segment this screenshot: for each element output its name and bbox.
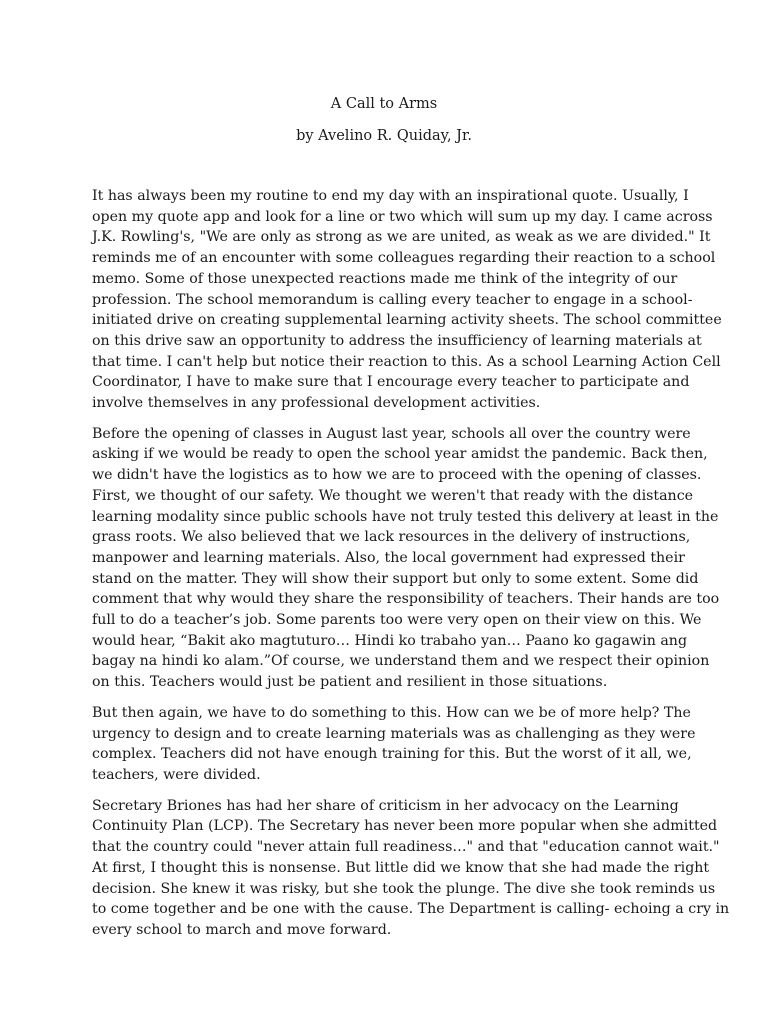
paragraph-line: stand on the matter. They will show their support but only to some extent. Some did <box>92 570 699 587</box>
paragraph-line: It has always been my routine to end my day with an inspirational quote. Usually, I <box>92 188 689 204</box>
document-title: A Call to Arms <box>330 96 438 112</box>
paragraph-line: we didn't have the logistics as to how we are to proceed with the opening of classes. <box>92 467 702 484</box>
paragraph-line: would hear, “Bakit ako magtuturo… Hindi ko trabaho yan… Paano ko gagawin ang <box>92 632 688 649</box>
paragraph-line: teachers, were divided. <box>92 766 261 783</box>
paragraph-line: to come together and be one with the cause. The Department is calling- echoing a cry in <box>92 901 730 918</box>
body-paragraph <box>92 796 730 941</box>
paragraph-line: open my quote app and look for a line or two which will sum up my day. I came across <box>92 208 713 225</box>
paragraph-line: initiated drive on creating supplemental learning activity sheets. The school committee <box>92 312 722 329</box>
paragraph-line: First, we thought of our safety. We thought we weren't that ready with the distance <box>92 487 694 504</box>
paragraph-line: that time. I can't help but notice their reaction to this. As a school Learning Action Cell <box>92 353 721 370</box>
paragraph-line: on this. Teachers would just be patient and resilient in those situations. <box>92 674 608 691</box>
paragraph-line: learning modality since public schools have not truly tested this delivery at least in the <box>92 508 719 525</box>
paragraph-line: that the country could "never attain full readiness…" and that "education cannot wait." <box>92 839 720 856</box>
body-paragraph <box>92 186 722 414</box>
body-paragraph <box>92 424 720 693</box>
paragraph-line: every school to march and move forward. <box>92 921 392 938</box>
paragraph-line: manpower and learning materials. Also, the local government had expressed their <box>92 549 685 566</box>
paragraph-line: But then again, we have to do something to this. How can we be of more help? The <box>92 704 691 721</box>
paragraph-line: urgency to design and to create learning materials was as challenging as they were <box>92 725 696 742</box>
paragraph-line: asking if we would be ready to open the school year amidst the pandemic. Back then, <box>92 446 708 463</box>
body-paragraph <box>92 703 696 786</box>
paragraph-line: Coordinator, I have to make sure that I encourage every teacher to participate and <box>92 374 690 391</box>
document-byline: by Avelino R. Quiday, Jr. <box>296 128 472 144</box>
paragraph-line: full to do a teacher’s job. Some parents too were very open on their view on this. We <box>92 612 702 629</box>
paragraph-line: memo. Some of those unexpected reactions made me think of the integrity of our <box>92 270 678 287</box>
paragraph-line: involve themselves in any professional development activities. <box>92 395 541 412</box>
paragraph-line: J.K. Rowling's, "We are only as strong as we are united, as weak as we are divided." It <box>92 229 711 246</box>
paragraph-line: At first, I thought this is nonsense. But little did we know that she had made the right <box>92 859 710 876</box>
paragraph-line: Secretary Briones has had her share of criticism in her advocacy on the Learning <box>92 797 679 814</box>
paragraph-line: profession. The school memorandum is calling every teacher to engage in a school- <box>92 291 693 308</box>
document-body <box>92 186 730 951</box>
paragraph-line: Continuity Plan (LCP). The Secretary has never been more popular when she admitted <box>92 818 718 835</box>
paragraph-line: decision. She knew it was risky, but she took the plunge. The dive she took reminds us <box>92 880 716 897</box>
paragraph-line: reminds me of an encounter with some colleagues regarding their reaction to a school <box>92 250 716 267</box>
paragraph-line: Before the opening of classes in August last year, schools all over the country were <box>92 425 691 442</box>
paragraph-line: bagay na hindi ko alam.”Of course, we understand them and we respect their opinion <box>92 653 710 670</box>
paragraph-line: grass roots. We also believed that we lack resources in the delivery of instructions, <box>92 529 691 546</box>
paragraph-line: complex. Teachers did not have enough training for this. But the worst of it all, we, <box>92 746 692 763</box>
paragraph-line: comment that why would they share the responsibility of teachers. Their hands are too <box>92 591 720 608</box>
paragraph-line: on this drive saw an opportunity to address the insufficiency of learning materials at <box>92 332 702 349</box>
